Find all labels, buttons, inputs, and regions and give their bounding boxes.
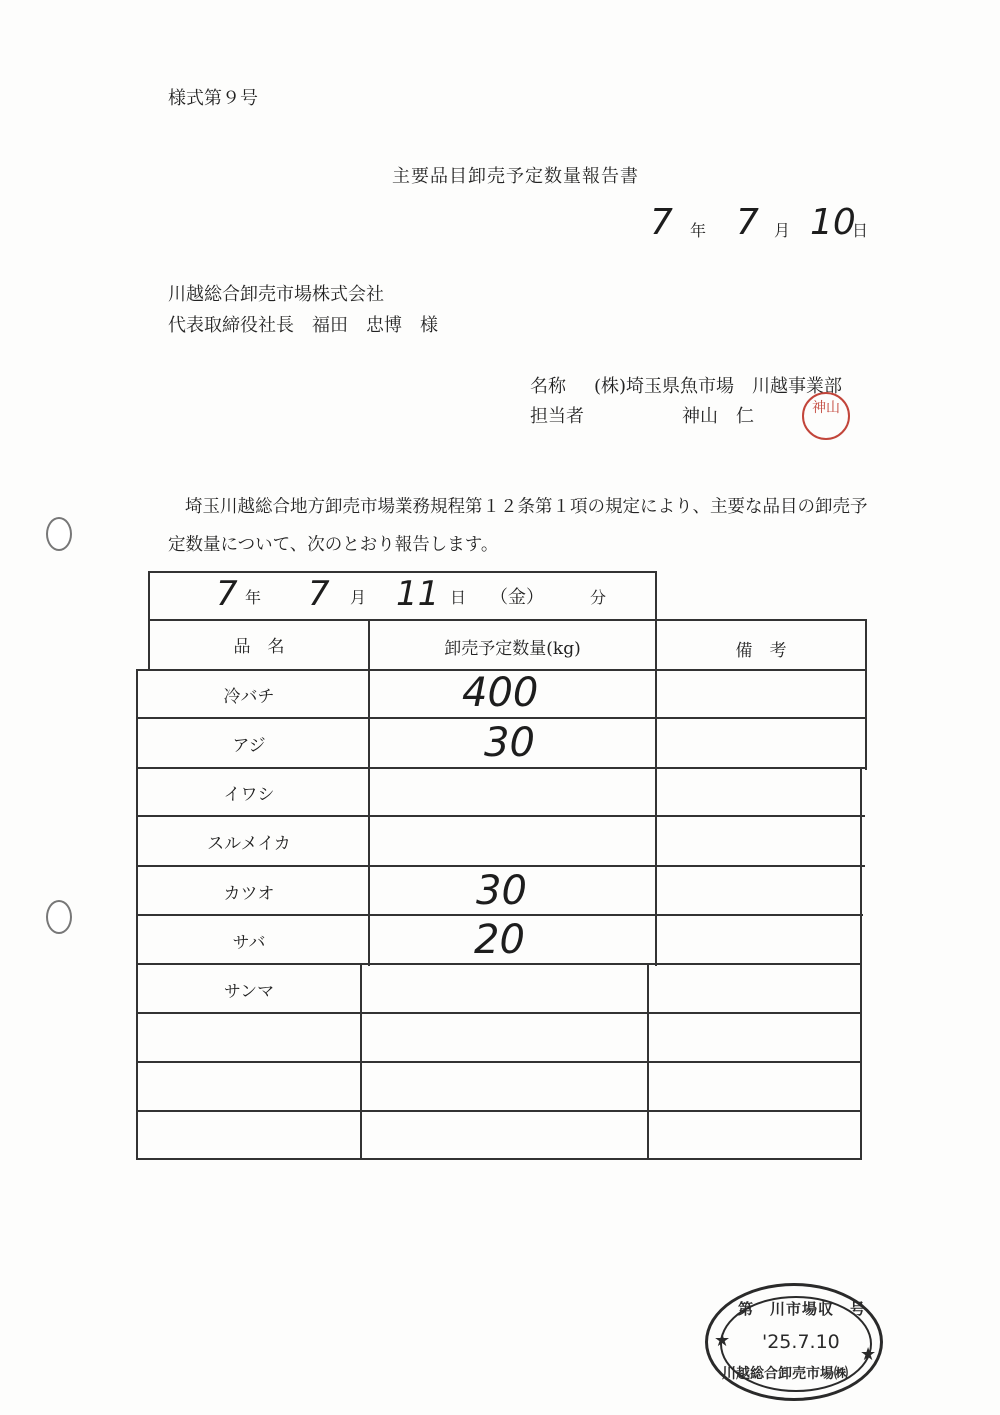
personal-seal: 神山 [802, 392, 850, 440]
recipient-person: 代表取締役社長 福田 忠博 様 [168, 315, 438, 336]
receipt-stamp [705, 1283, 883, 1401]
sender-contact-value: 神山 仁 [682, 406, 754, 427]
table-row-quantity: 20 [474, 917, 525, 963]
table-row-item: サバ [232, 933, 266, 953]
body-text: 埼玉川越総合地方卸売市場業務規程第１２条第１項の規定により、主要な品目の卸売予定数量について、次のとおり報告します。 [168, 497, 868, 555]
table-row-item: イワシ [223, 785, 275, 805]
period-weekday: （金） [490, 587, 544, 608]
recipient-company: 川越総合卸売市場株式会社 [168, 284, 384, 305]
sender-contact-label: 担当者 [530, 406, 584, 427]
header-item: 品 名 [233, 637, 285, 657]
period-month-label: 月 [350, 588, 367, 607]
sender-name-label: 名称 [530, 376, 566, 397]
report-date-day: 10 [810, 202, 856, 243]
period-day-label: 日 [450, 588, 467, 607]
report-date-month-label: 月 [774, 221, 791, 240]
report-date-day-label: 日 [852, 221, 869, 240]
table-row-quantity: 30 [484, 720, 535, 766]
report-date-month: 7 [736, 202, 759, 243]
punch-hole [46, 517, 72, 551]
sender-name-value: (株)埼玉県魚市場 川越事業部 [594, 376, 843, 397]
period-month: 7 [308, 574, 330, 614]
receipt-stamp-date: '25.7.10 [762, 1331, 840, 1353]
period-day: 11 [396, 574, 440, 614]
header-quantity: 卸売予定数量(kg) [444, 639, 581, 659]
table-row-item: 冷バチ [223, 687, 275, 707]
header-remarks: 備 考 [735, 641, 787, 661]
table-row-quantity: 400 [462, 670, 539, 716]
report-date-year-label: 年 [690, 221, 707, 240]
period-suffix: 分 [590, 588, 607, 607]
period-year-label: 年 [245, 588, 262, 607]
table-row-item: スルメイカ [207, 834, 291, 854]
table-row-quantity: 30 [476, 868, 527, 914]
table-row-item: アジ [232, 736, 266, 756]
receipt-stamp-top: 第 川市場収 号 [738, 1300, 867, 1318]
receipt-stamp-bottom: 川越総合卸売市場㈱ [722, 1366, 848, 1382]
star-icon: ★ [714, 1330, 731, 1351]
star-icon: ★ [860, 1344, 877, 1365]
table-row-item: サンマ [223, 982, 275, 1002]
form-number: 様式第９号 [168, 88, 258, 109]
period-year: 7 [216, 574, 238, 614]
table-row-item: カツオ [223, 884, 275, 904]
page-title: 主要品目卸売予定数量報告書 [392, 166, 639, 187]
punch-hole [46, 900, 72, 934]
report-date-year: 7 [650, 202, 673, 243]
